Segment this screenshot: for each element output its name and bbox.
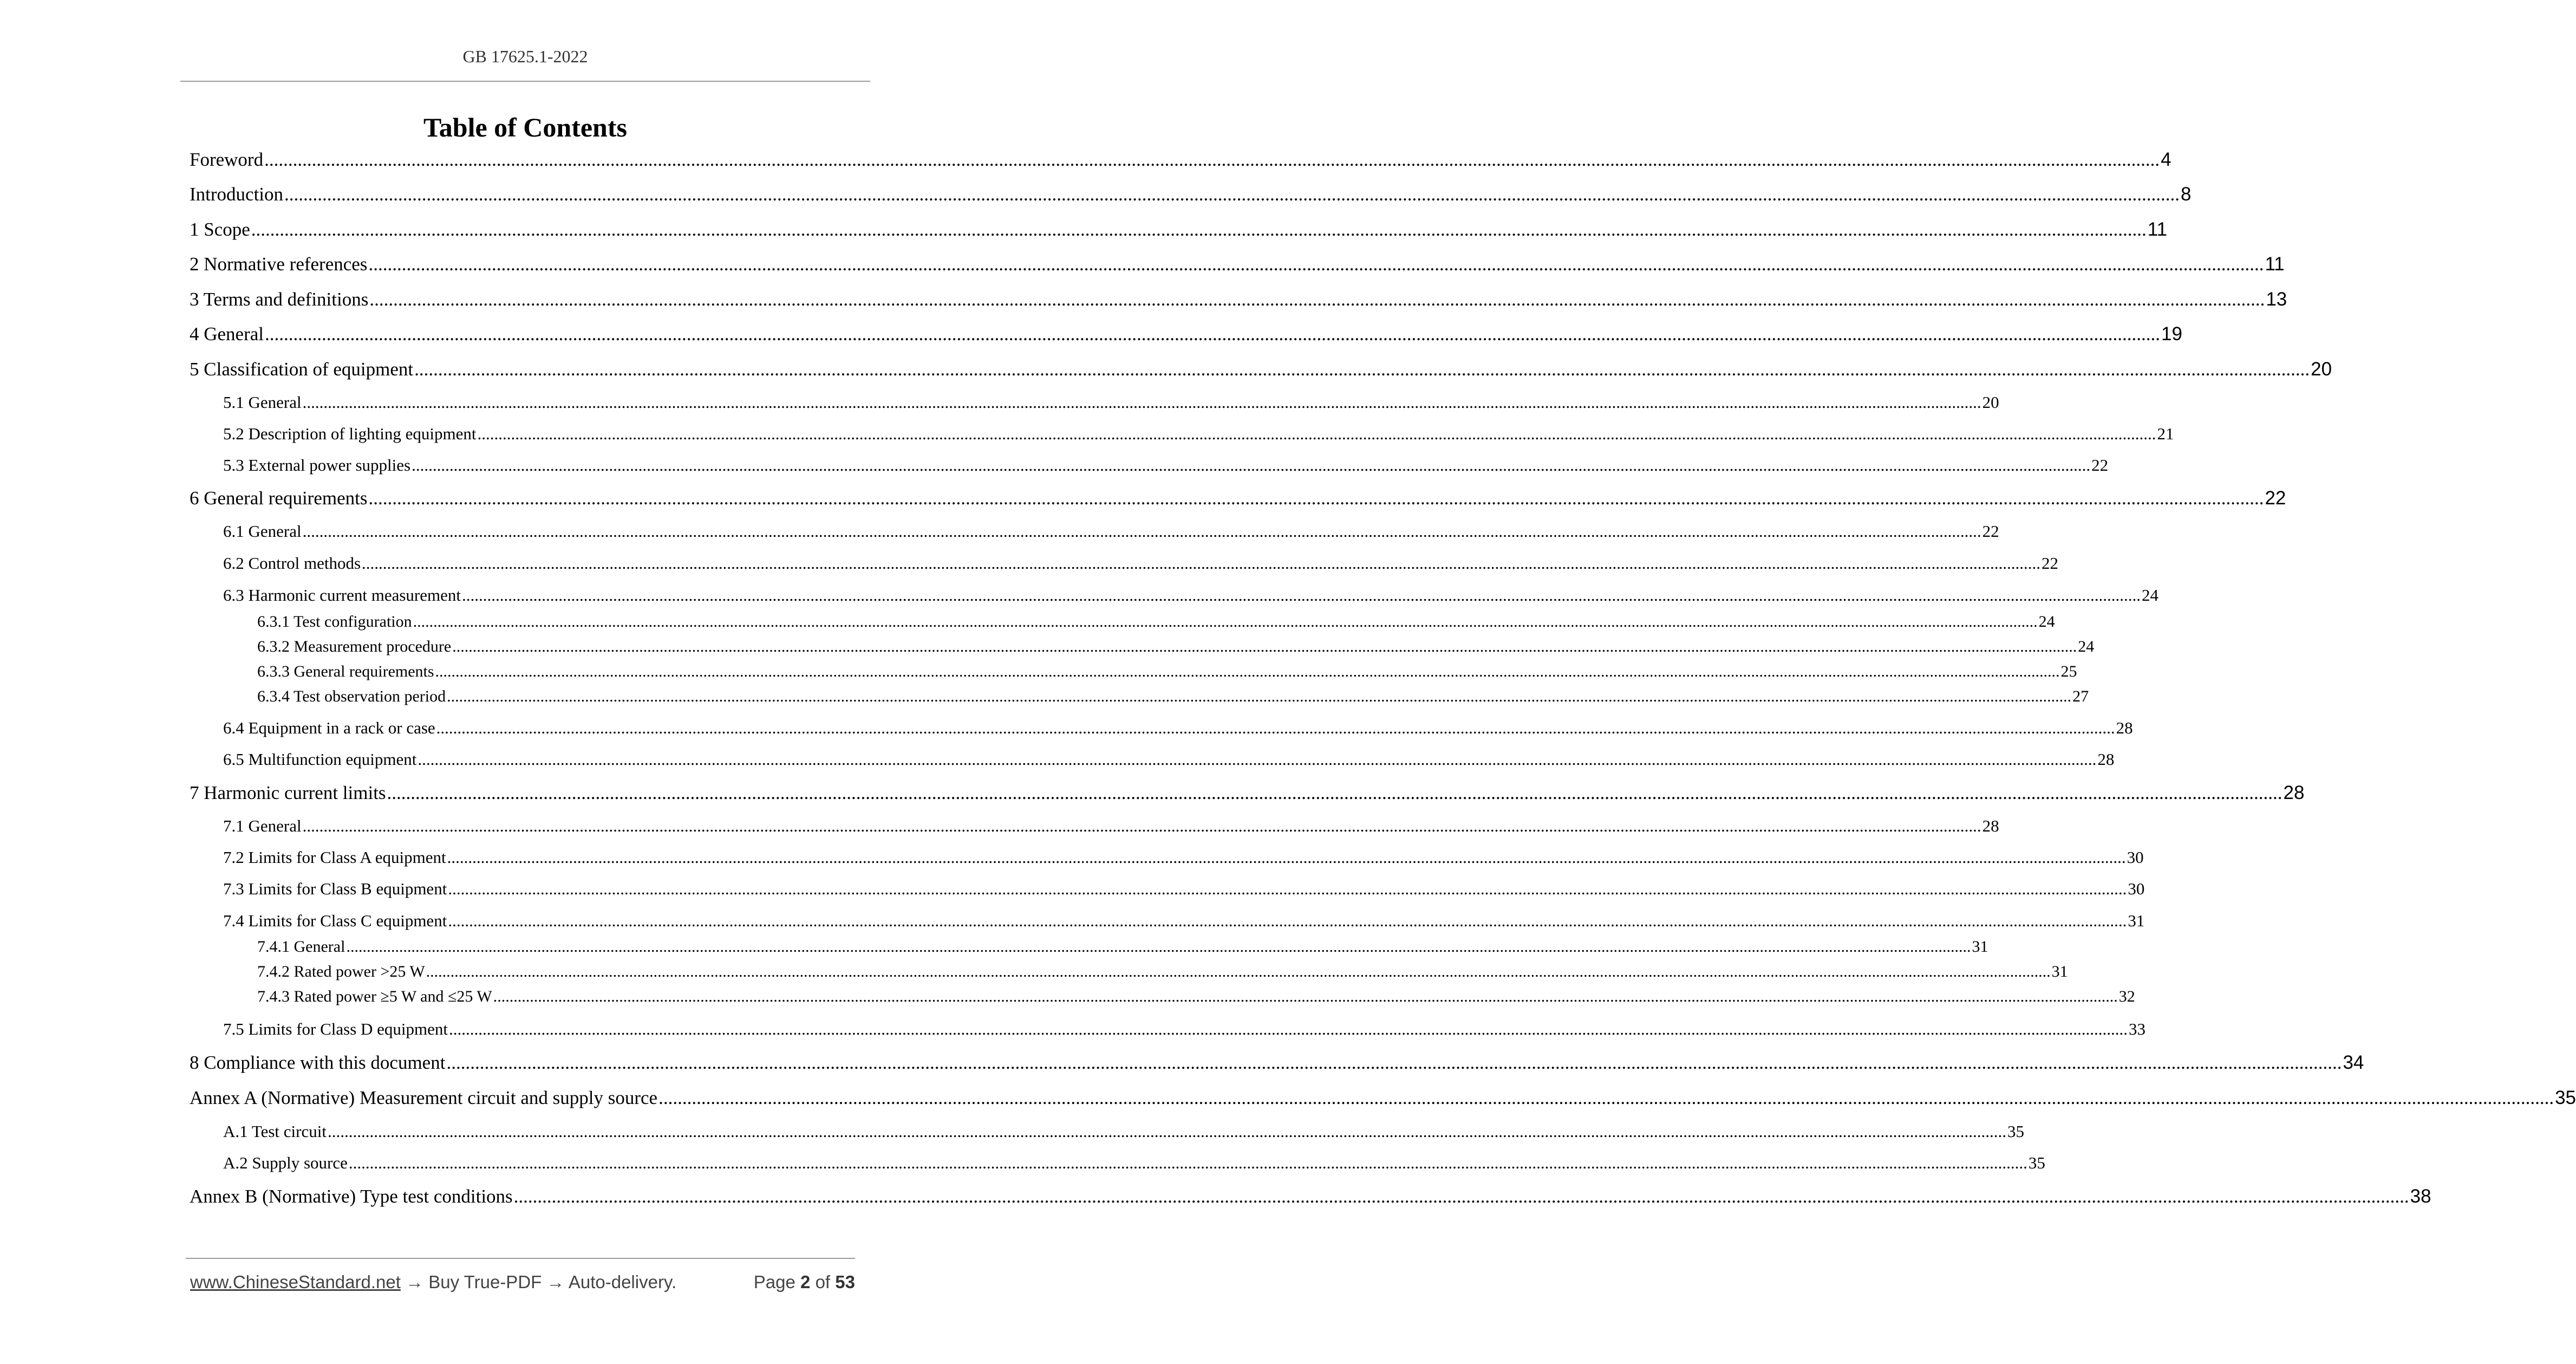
toc-entry-page: 13	[2266, 289, 2287, 310]
dot-leader: ................................................................................................................................................................................................................................................................................................................................................................................................................	[362, 554, 2041, 573]
dot-leader: ................................................................................................................................................................................................................................................................................................................................................................................................................	[302, 816, 1981, 835]
toc-entry[interactable]	[223, 450, 2109, 481]
toc-entry[interactable]	[190, 319, 2182, 350]
dot-leader: ................................................................................................................................................................................................................................................................................................................................................................................................................	[387, 782, 2282, 803]
toc-entry-label: 7.4.1 General	[257, 938, 345, 956]
toc-entry-label: 7.5 Limits for Class D equipment	[223, 1019, 448, 1038]
toc-entry-page: 25	[2060, 662, 2077, 680]
toc-entry-label: 6.2 Control methods	[223, 554, 361, 573]
toc-entry-label: 1 Scope	[190, 219, 250, 240]
page-total: 53	[835, 1272, 855, 1292]
footer-divider	[186, 1258, 855, 1259]
toc-entry-label: 2 Normative references	[190, 254, 368, 275]
dot-leader: ................................................................................................................................................................................................................................................................................................................................................................................................................	[426, 963, 2051, 980]
toc-entry-page: 11	[2265, 254, 2285, 275]
toc-entry-label: 6.5 Multifunction equipment	[223, 750, 417, 769]
dot-leader: ................................................................................................................................................................................................................................................................................................................................................................................................................	[368, 488, 2264, 509]
dot-leader: ................................................................................................................................................................................................................................................................................................................................................................................................................	[265, 323, 2161, 345]
of-word: of	[815, 1272, 831, 1292]
dot-leader: ................................................................................................................................................................................................................................................................................................................................................................................................................	[447, 687, 2072, 705]
dot-leader: ................................................................................................................................................................................................................................................................................................................................................................................................................	[513, 1186, 2409, 1207]
toc-entry-label: 6.1 General	[223, 522, 302, 541]
page-current: 2	[800, 1272, 811, 1292]
toc-entry[interactable]	[257, 981, 2135, 1012]
toc-entry[interactable]	[223, 516, 1999, 547]
page-title: Table of Contents	[423, 112, 627, 142]
buy-pdf-text: Buy True-PDF	[428, 1272, 542, 1292]
dot-leader: ................................................................................................................................................................................................................................................................................................................................................................................................................	[448, 911, 2127, 930]
toc-entry-label: Annex B (Normative) Type test conditions	[190, 1186, 513, 1207]
toc-entry[interactable]	[190, 354, 2332, 385]
dot-leader: ................................................................................................................................................................................................................................................................................................................................................................................................................	[436, 718, 2115, 737]
header-divider	[180, 81, 870, 82]
toc-entry-page: 28	[2116, 718, 2133, 737]
toc-entry[interactable]	[223, 712, 2133, 744]
toc-entry-page: 33	[2129, 1019, 2146, 1038]
toc-entry-page: 35	[2555, 1087, 2576, 1108]
toc-entry-label: 8 Compliance with this document	[190, 1052, 446, 1073]
toc-entry-page: 28	[1982, 816, 1999, 835]
toc-entry[interactable]	[223, 1116, 2024, 1147]
auto-delivery-text: Auto-delivery.	[568, 1272, 677, 1292]
toc-entry-label: 7 Harmonic current limits	[190, 782, 386, 803]
dot-leader: ................................................................................................................................................................................................................................................................................................................................................................................................................	[369, 289, 2265, 310]
dot-leader: ................................................................................................................................................................................................................................................................................................................................................................................................................	[302, 393, 1981, 412]
dot-leader: ................................................................................................................................................................................................................................................................................................................................................................................................................	[413, 613, 2038, 631]
toc-entry[interactable]	[190, 1181, 2431, 1212]
toc-entry-label: 6.3.1 Test configuration	[257, 613, 412, 631]
dot-leader: ................................................................................................................................................................................................................................................................................................................................................................................................................	[414, 359, 2310, 380]
toc-entry[interactable]	[190, 1047, 2364, 1079]
toc-entry-label: 7.4.2 Rated power >25 W	[257, 963, 425, 980]
toc-entry-label: Foreword	[190, 149, 264, 170]
dot-leader: ................................................................................................................................................................................................................................................................................................................................................................................................................	[658, 1087, 2554, 1108]
toc-entry-page: 30	[2127, 848, 2144, 867]
dot-leader: ................................................................................................................................................................................................................................................................................................................................................................................................................	[449, 1019, 2128, 1038]
toc-entry-label: 6.3 Harmonic current measurement	[223, 586, 461, 605]
toc-entry[interactable]	[223, 387, 1999, 418]
toc-entry-page: 31	[1972, 938, 1988, 956]
page-footer	[190, 1272, 855, 1292]
toc-entry-page: 34	[2343, 1052, 2364, 1073]
toc-entry[interactable]	[223, 842, 2144, 873]
toc-entry-label: 7.2 Limits for Class A equipment	[223, 848, 446, 867]
dot-leader: ................................................................................................................................................................................................................................................................................................................................................................................................................	[368, 254, 2264, 275]
toc-entry-label: 7.4.3 Rated power ≥5 W and ≤25 W	[257, 988, 492, 1005]
toc-entry-page: 35	[2007, 1122, 2024, 1141]
toc-entry-label: 5.1 General	[223, 393, 302, 412]
dot-leader: ................................................................................................................................................................................................................................................................................................................................................................................................................	[412, 456, 2091, 475]
toc-entry-page: 21	[2157, 424, 2174, 443]
dot-leader: ................................................................................................................................................................................................................................................................................................................................................................................................................	[327, 1122, 2006, 1141]
dot-leader: ................................................................................................................................................................................................................................................................................................................................................................................................................	[284, 184, 2180, 205]
dot-leader: ................................................................................................................................................................................................................................................................................................................................................................................................................	[264, 149, 2160, 170]
toc-entry-page: 19	[2161, 323, 2182, 345]
toc-entry[interactable]	[190, 483, 2286, 514]
toc-entry-label: A.1 Test circuit	[223, 1122, 327, 1141]
dot-leader: ................................................................................................................................................................................................................................................................................................................................................................................................................	[452, 638, 2077, 655]
toc-entry-label: A.2 Supply source	[223, 1153, 348, 1172]
toc-entry-label: 7.3 Limits for Class B equipment	[223, 879, 447, 898]
toc-entry-label: Annex A (Normative) Measurement circuit and supply source	[190, 1087, 658, 1108]
arrow-right-icon: →	[546, 1272, 565, 1292]
toc-entry-label: 5.3 External power supplies	[223, 456, 411, 475]
dot-leader: ................................................................................................................................................................................................................................................................................................................................................................................................................	[446, 1052, 2342, 1073]
toc-entry-label: 5 Classification of equipment	[190, 359, 414, 380]
toc-entry-page: 11	[2147, 219, 2168, 240]
toc-entry-page: 28	[2097, 750, 2115, 769]
toc-entry[interactable]	[190, 284, 2287, 315]
toc-entry[interactable]	[190, 249, 2285, 280]
toc-entry-page: 8	[2181, 184, 2192, 205]
toc-entry-label: 7.4 Limits for Class C equipment	[223, 911, 447, 930]
toc-entry-label: 6.4 Equipment in a rack or case	[223, 718, 435, 737]
toc-entry-page: 22	[2265, 488, 2286, 509]
toc-entry-page: 31	[2128, 911, 2145, 930]
toc-entry[interactable]	[223, 744, 2115, 775]
toc-entry-page: 22	[2042, 554, 2059, 573]
toc-entry-label: Introduction	[190, 184, 284, 205]
toc-entry-page: 24	[2038, 613, 2055, 631]
toc-entry[interactable]	[190, 1082, 2576, 1114]
toc-entry-label: 7.1 General	[223, 816, 302, 835]
dot-leader: ................................................................................................................................................................................................................................................................................................................................................................................................................	[448, 879, 2127, 898]
toc-entry[interactable]	[223, 873, 2145, 905]
toc-entry-page: 38	[2410, 1186, 2431, 1207]
toc-entry[interactable]	[223, 810, 1999, 842]
toc-entry[interactable]	[190, 179, 2192, 210]
toc-entry-page: 32	[2118, 988, 2135, 1005]
toc-entry[interactable]	[190, 777, 2305, 809]
toc-entry-label: 6.3.4 Test observation period	[257, 687, 446, 705]
dot-leader: ................................................................................................................................................................................................................................................................................................................................................................................................................	[302, 522, 1981, 541]
dot-leader: ................................................................................................................................................................................................................................................................................................................................................................................................................	[348, 1153, 2027, 1172]
toc-entry-label: 3 Terms and definitions	[190, 289, 369, 310]
toc-entry-page: 27	[2072, 687, 2089, 705]
toc-entry-page: 22	[1982, 522, 1999, 541]
toc-entry-page: 4	[2161, 149, 2171, 170]
toc-entry-label: 6.3.3 General requirements	[257, 662, 434, 680]
dot-leader: ................................................................................................................................................................................................................................................................................................................................................................................................................	[346, 938, 1971, 956]
arrow-right-icon: →	[406, 1272, 424, 1292]
toc-entry-page: 20	[1982, 393, 1999, 412]
toc-entry[interactable]	[223, 1147, 2045, 1179]
dot-leader: ................................................................................................................................................................................................................................................................................................................................................................................................................	[462, 586, 2141, 605]
toc-entry[interactable]	[190, 214, 2168, 245]
toc-entry-page: 28	[2283, 782, 2305, 803]
website-link[interactable]: www.ChineseStandard.net	[190, 1272, 401, 1292]
toc-entry-label: 5.2 Description of lighting equipment	[223, 424, 477, 443]
running-header: GB 17625.1-2022	[462, 47, 588, 66]
toc-entry-page: 30	[2128, 879, 2145, 898]
footer-left	[190, 1272, 676, 1292]
dot-leader: ................................................................................................................................................................................................................................................................................................................................................................................................................	[251, 219, 2147, 240]
toc-entry-page: 24	[2078, 638, 2095, 655]
toc-entry[interactable]	[223, 418, 2174, 450]
dot-leader: ................................................................................................................................................................................................................................................................................................................................................................................................................	[477, 424, 2156, 443]
toc-entry[interactable]	[223, 1014, 2146, 1045]
toc-entry[interactable]	[257, 681, 2089, 712]
toc-entry-page: 31	[2051, 963, 2068, 980]
toc-entry-page: 35	[2028, 1153, 2045, 1172]
dot-leader: ................................................................................................................................................................................................................................................................................................................................................................................................................	[493, 988, 2118, 1005]
toc-entry-label: 6 General requirements	[190, 488, 368, 509]
page-indicator	[754, 1272, 855, 1292]
dot-leader: ................................................................................................................................................................................................................................................................................................................................................................................................................	[447, 848, 2126, 867]
toc-entry-label: 4 General	[190, 323, 264, 345]
dot-leader: ................................................................................................................................................................................................................................................................................................................................................................................................................	[435, 662, 2060, 680]
page-word: Page	[753, 1272, 795, 1292]
toc-entry-page: 20	[2311, 359, 2332, 380]
toc-entry[interactable]	[190, 144, 2171, 176]
toc-entry-page: 22	[2091, 456, 2109, 475]
toc-entry-label: 6.3.2 Measurement procedure	[257, 638, 452, 655]
toc-entry-page: 24	[2142, 586, 2158, 605]
toc-entry[interactable]	[223, 548, 2059, 579]
dot-leader: ................................................................................................................................................................................................................................................................................................................................................................................................................	[418, 750, 2097, 769]
